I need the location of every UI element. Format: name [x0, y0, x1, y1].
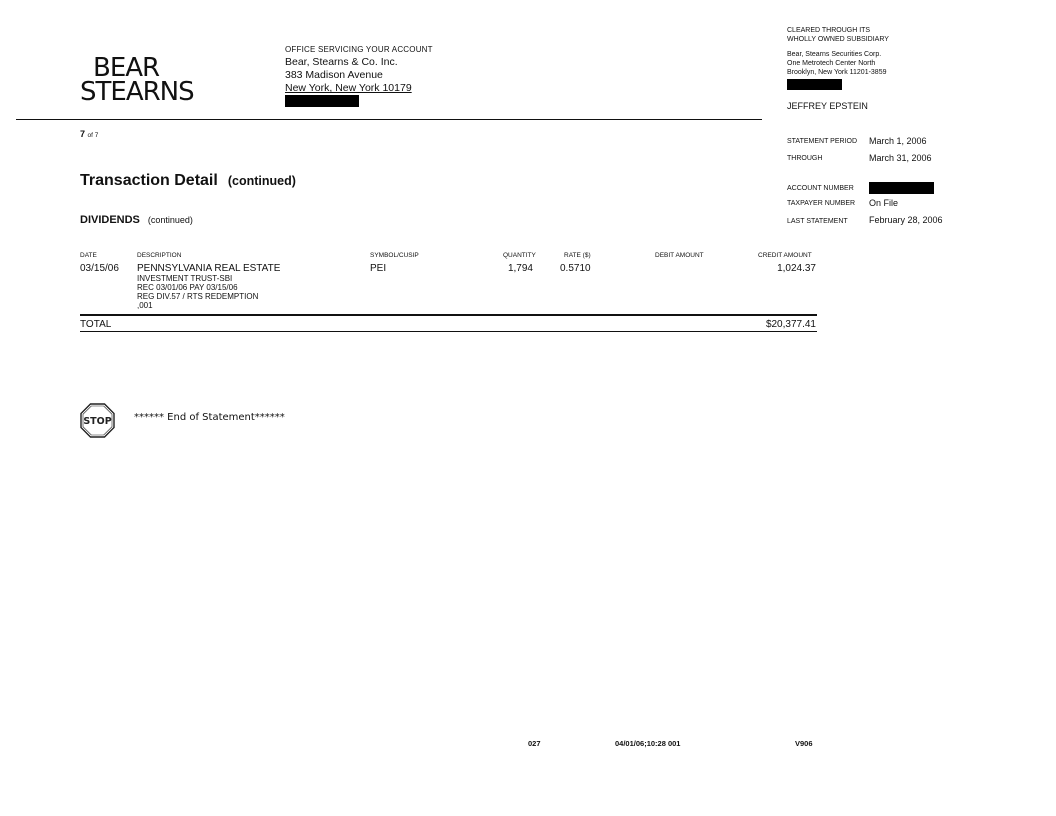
redaction-block [285, 95, 359, 107]
statement-period-label: STATEMENT PERIOD [787, 138, 858, 145]
footer-code-2: V906 [795, 739, 813, 748]
subsection-title-suffix: (continued) [147, 215, 193, 225]
stop-sign-label: STOP [83, 416, 112, 427]
page-number [80, 129, 98, 139]
description-line: INVESTMENT TRUST-SBI [137, 274, 233, 283]
total-rule-bottom [80, 331, 817, 332]
account-number-label: ACCOUNT NUMBER [787, 185, 854, 192]
office-address-block [285, 43, 433, 111]
row-rate: 0.5710 [560, 263, 591, 274]
total-rule-top [80, 314, 817, 316]
page-current: 7 [80, 129, 86, 139]
row-date: 03/15/06 [80, 263, 119, 274]
stop-sign-icon [80, 403, 115, 438]
section-title [80, 172, 296, 190]
header-quantity: QUANTITY [503, 252, 536, 259]
redaction-block [787, 79, 842, 90]
through-value: March 31, 2006 [869, 153, 932, 163]
clearing-info [787, 26, 889, 93]
row-quantity: 1,794 [507, 263, 533, 274]
office-heading: OFFICE SERVICING YOUR ACCOUNT [285, 45, 433, 54]
taxpayer-number-label: TAXPAYER NUMBER [787, 200, 856, 207]
page-of: of 7 [87, 132, 99, 139]
subsection-title-text: DIVIDENDS [80, 214, 140, 226]
office-street: 383 Madison Avenue [285, 69, 383, 81]
taxpayer-number-value: On File [869, 198, 899, 208]
header-debit: DEBIT AMOUNT [655, 252, 704, 259]
office-name: Bear, Stearns & Co. Inc. [285, 56, 398, 68]
end-of-statement: ****** End of Statement****** [134, 412, 285, 423]
footer-timestamp: 04/01/06;10:28 001 [615, 739, 681, 748]
header-symbol: SYMBOL/CUSIP [370, 252, 419, 259]
logo-line-1: BEAR [93, 53, 160, 83]
bear-stearns-logo [80, 53, 200, 107]
clearing-line-1: CLEARED THROUGH ITS [787, 27, 871, 34]
office-city: New York, New York 10179 [285, 82, 412, 94]
description-line: ,001 [137, 301, 153, 310]
clearing-firm: Bear, Stearns Securities Corp. [787, 51, 882, 58]
header-description: DESCRIPTION [137, 252, 182, 259]
description-main: PENNSYLVANIA REAL ESTATE [137, 263, 281, 274]
header-divider [16, 119, 762, 120]
last-statement-label: LAST STATEMENT [787, 218, 848, 225]
last-statement-value: February 28, 2006 [869, 215, 943, 225]
header-rate: RATE ($) [564, 252, 591, 259]
subsection-title [80, 214, 193, 226]
clearing-line-2: WHOLLY OWNED SUBSIDIARY [787, 36, 889, 43]
clearing-city: Brooklyn, New York 11201-3859 [787, 69, 887, 76]
description-line: REG DIV.57 / RTS REDEMPTION [137, 292, 259, 301]
row-symbol: PEI [370, 263, 387, 274]
footer-code-1: 027 [528, 739, 541, 748]
through-label: THROUGH [787, 155, 823, 162]
logo-line-2: STEARNS [80, 77, 194, 107]
header-credit: CREDIT AMOUNT [758, 252, 812, 259]
total-label: TOTAL [80, 319, 112, 330]
description-line: REC 03/01/06 PAY 03/15/06 [137, 283, 238, 292]
statement-period-value: March 1, 2006 [869, 136, 927, 146]
section-title-suffix: (continued) [227, 174, 296, 188]
header-date: DATE [80, 252, 97, 259]
row-credit: 1,024.37 [777, 263, 816, 274]
redaction-block [869, 182, 934, 194]
clearing-street: One Metrotech Center North [787, 60, 876, 67]
table-row-description [137, 263, 280, 310]
client-name: JEFFREY EPSTEIN [787, 101, 868, 111]
total-credit: $20,377.41 [765, 319, 816, 330]
section-title-text: Transaction Detail [80, 172, 218, 189]
